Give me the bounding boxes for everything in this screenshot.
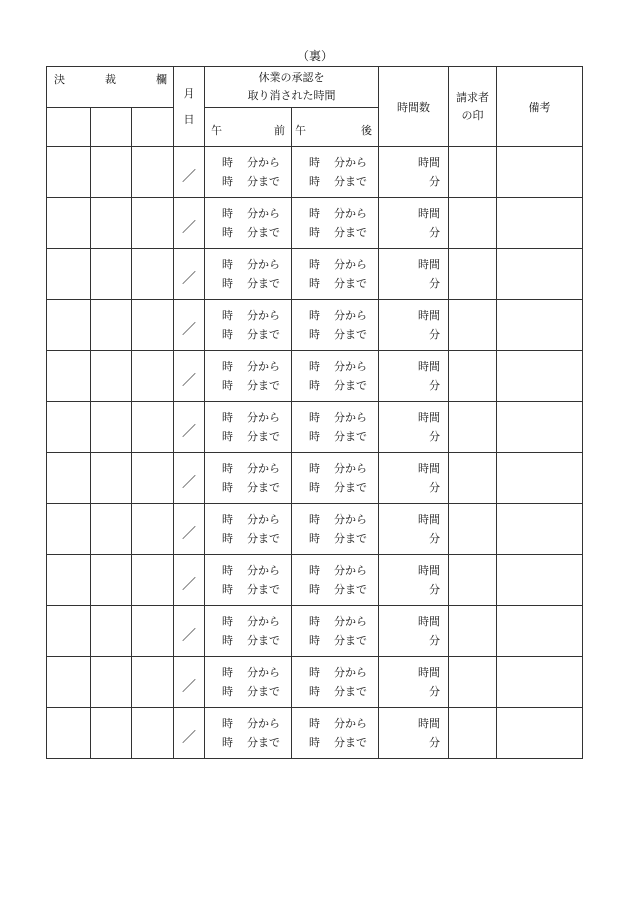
pm-time-cell[interactable] [292,606,379,657]
hour-label: 時 [309,277,320,290]
from-label: 分から [247,156,280,169]
stamp-cell-2[interactable] [91,351,132,402]
hour-label: 時 [309,564,320,577]
from-label: 分から [334,615,367,628]
from-label: 分から [247,309,280,322]
from-label: 分から [334,207,367,220]
am-time-cell[interactable] [205,249,292,300]
minutes-label: 分 [429,226,440,239]
stamp-cell-2[interactable] [91,657,132,708]
until-label: 分まで [334,379,367,392]
stamp-cell-1[interactable] [47,249,91,300]
until-label: 分まで [334,481,367,494]
until-label: 分まで [334,226,367,239]
page-title: （裏） [296,49,333,63]
am-header [205,108,292,147]
seal-cell[interactable] [449,300,497,351]
hour-label: 時 [309,207,320,220]
date-cell[interactable] [174,657,205,708]
hours-cell[interactable] [379,606,449,657]
table-row [47,657,583,708]
stamp-cell-2[interactable] [91,402,132,453]
until-label: 分まで [247,634,280,647]
until-label: 分まで [247,430,280,443]
cancelled-time-line2: 取り消された時間 [247,89,336,102]
hour-label: 時 [222,717,233,730]
minutes-label: 分 [429,379,440,392]
minutes-label: 分 [429,175,440,188]
from-label: 分から [247,513,280,526]
hour-label: 時 [309,685,320,698]
notes-cell[interactable] [497,504,583,555]
hours-label: 時間 [418,156,440,169]
hour-label: 時 [222,564,233,577]
hour-label: 時 [222,411,233,424]
stamp-cell-3[interactable] [132,300,174,351]
hours-label: 時間 [418,666,440,679]
hour-label: 時 [222,226,233,239]
am-char-1: 午 [211,124,222,137]
date-slash: ／ [182,475,196,491]
hour-label: 時 [222,481,233,494]
stamp-cell-2[interactable] [91,198,132,249]
notes-cell[interactable] [497,555,583,606]
hour-label: 時 [222,634,233,647]
am-time-cell[interactable] [205,504,292,555]
stamp-cell-3[interactable] [132,453,174,504]
until-label: 分まで [334,532,367,545]
cancelled-time-line1: 休業の承認を [258,71,325,84]
table-row [47,555,583,606]
stamp-cell-3[interactable] [132,708,174,759]
stamp-cell-2[interactable] [91,555,132,606]
notes-cell[interactable] [497,606,583,657]
notes-cell[interactable] [497,249,583,300]
hour-label: 時 [222,258,233,271]
stamp-cell-2[interactable] [91,300,132,351]
hours-cell[interactable] [379,504,449,555]
hour-label: 時 [309,360,320,373]
seal-line2: の印 [461,108,484,122]
from-label: 分から [334,666,367,679]
minutes-label: 分 [429,481,440,494]
minutes-label: 分 [429,736,440,749]
table-row [47,147,583,198]
stamp-cell-2[interactable] [91,504,132,555]
hour-label: 時 [309,309,320,322]
am-time-cell[interactable] [205,606,292,657]
hour-label: 時 [222,666,233,679]
kessai-char-2: 裁 [105,73,116,86]
until-label: 分まで [334,685,367,698]
date-cell[interactable] [174,402,205,453]
notes-cell[interactable] [497,402,583,453]
notes-cell[interactable] [497,657,583,708]
am-time-cell[interactable] [205,351,292,402]
until-label: 分まで [247,175,280,188]
kessai-char-1: 決 [54,73,65,86]
hours-cell[interactable] [379,147,449,198]
hours-header: 時間数 [379,67,449,147]
until-label: 分まで [334,634,367,647]
stamp-cell-1[interactable] [47,198,91,249]
hours-label: 時間 [418,615,440,628]
am-time-cell[interactable] [205,657,292,708]
am-time-cell[interactable] [205,453,292,504]
hours-label: 時間 [418,564,440,577]
hour-label: 時 [222,328,233,341]
date-slash: ／ [182,373,196,389]
pm-time-cell[interactable] [292,351,379,402]
hours-cell[interactable] [379,249,449,300]
date-cell[interactable] [174,351,205,402]
approval-column-header [47,67,174,108]
hour-label: 時 [309,379,320,392]
notes-cell[interactable] [497,351,583,402]
stamp-cell-1[interactable] [47,555,91,606]
until-label: 分まで [334,175,367,188]
table-row [47,351,583,402]
hour-label: 時 [309,666,320,679]
hour-label: 時 [309,226,320,239]
seal-cell[interactable] [449,402,497,453]
table-row [47,504,583,555]
until-label: 分まで [247,277,280,290]
hour-label: 時 [222,615,233,628]
pm-time-cell[interactable] [292,198,379,249]
from-label: 分から [247,666,280,679]
stamp-cell-3[interactable] [132,657,174,708]
minutes-label: 分 [429,583,440,596]
seal-cell[interactable] [449,606,497,657]
stamp-cell-2[interactable] [91,249,132,300]
approval-stamp-box-1 [47,108,91,147]
pm-char-1: 午 [295,124,306,137]
leave-cancellation-table [46,66,583,759]
table-row [47,606,583,657]
stamp-cell-3[interactable] [132,351,174,402]
notes-cell[interactable] [497,708,583,759]
hours-cell[interactable] [379,555,449,606]
date-cell[interactable] [174,555,205,606]
until-label: 分まで [247,532,280,545]
hour-label: 時 [222,532,233,545]
am-time-cell[interactable] [205,147,292,198]
am-time-cell[interactable] [205,300,292,351]
notes-cell[interactable] [497,300,583,351]
table-row [47,198,583,249]
stamp-cell-3[interactable] [132,147,174,198]
am-time-cell[interactable] [205,402,292,453]
from-label: 分から [247,564,280,577]
hour-label: 時 [222,277,233,290]
hour-label: 時 [222,462,233,475]
until-label: 分まで [247,685,280,698]
notes-cell[interactable] [497,198,583,249]
date-slash: ／ [182,424,196,440]
seal-cell[interactable] [449,198,497,249]
until-label: 分まで [334,430,367,443]
approval-stamp-box-2 [91,108,132,147]
seal-header [449,67,497,147]
stamp-cell-1[interactable] [47,657,91,708]
table-row [47,300,583,351]
stamp-cell-2[interactable] [91,708,132,759]
stamp-cell-1[interactable] [47,453,91,504]
pm-time-cell[interactable] [292,555,379,606]
hours-cell[interactable] [379,453,449,504]
seal-cell[interactable] [449,708,497,759]
pm-time-cell[interactable] [292,708,379,759]
stamp-cell-1[interactable] [47,147,91,198]
pm-time-cell[interactable] [292,249,379,300]
minutes-label: 分 [429,277,440,290]
hour-label: 時 [222,379,233,392]
pm-time-cell[interactable] [292,402,379,453]
from-label: 分から [334,462,367,475]
pm-time-cell[interactable] [292,504,379,555]
seal-cell[interactable] [449,249,497,300]
table-row [47,708,583,759]
until-label: 分まで [247,328,280,341]
pm-time-cell[interactable] [292,300,379,351]
date-cell[interactable] [174,708,205,759]
minutes-label: 分 [429,430,440,443]
hours-label: 時間 [418,717,440,730]
until-label: 分まで [334,328,367,341]
from-label: 分から [247,207,280,220]
approval-stamp-box-3 [132,108,174,147]
hour-label: 時 [222,360,233,373]
am-time-cell[interactable] [205,198,292,249]
date-cell[interactable] [174,147,205,198]
date-slash: ／ [182,577,196,593]
seal-cell[interactable] [449,504,497,555]
from-label: 分から [334,309,367,322]
date-cell[interactable] [174,453,205,504]
from-label: 分から [334,258,367,271]
date-slash: ／ [182,679,196,695]
until-label: 分まで [247,379,280,392]
stamp-cell-2[interactable] [91,606,132,657]
stamp-cell-1[interactable] [47,402,91,453]
pm-time-cell[interactable] [292,657,379,708]
from-label: 分から [247,462,280,475]
hour-label: 時 [222,430,233,443]
hour-label: 時 [222,156,233,169]
hours-cell[interactable] [379,708,449,759]
seal-cell[interactable] [449,351,497,402]
date-slash: ／ [182,526,196,542]
am-time-cell[interactable] [205,555,292,606]
hour-label: 時 [309,175,320,188]
hours-cell[interactable] [379,402,449,453]
kessai-char-3: 欄 [156,73,167,86]
am-time-cell[interactable] [205,708,292,759]
minutes-label: 分 [429,328,440,341]
hour-label: 時 [309,634,320,647]
stamp-cell-3[interactable] [132,402,174,453]
am-char-2: 前 [274,124,285,137]
hour-label: 時 [309,258,320,271]
seal-cell[interactable] [449,657,497,708]
day-label: 日 [183,112,195,126]
hours-cell[interactable] [379,351,449,402]
hours-label: 時間 [418,411,440,424]
stamp-cell-3[interactable] [132,249,174,300]
table-row [47,249,583,300]
hour-label: 時 [222,513,233,526]
hour-label: 時 [309,328,320,341]
pm-time-cell[interactable] [292,453,379,504]
date-slash: ／ [182,271,196,287]
minutes-label: 分 [429,685,440,698]
hours-cell[interactable] [379,657,449,708]
hours-label: 時間 [418,360,440,373]
hours-label: 時間 [418,309,440,322]
pm-char-2: 後 [361,124,372,137]
seal-cell[interactable] [449,555,497,606]
notes-cell[interactable] [497,453,583,504]
from-label: 分から [247,411,280,424]
hour-label: 時 [309,717,320,730]
until-label: 分まで [334,277,367,290]
stamp-cell-1[interactable] [47,708,91,759]
hour-label: 時 [222,175,233,188]
until-label: 分まで [247,226,280,239]
hour-label: 時 [309,481,320,494]
hours-label: 時間 [418,462,440,475]
from-label: 分から [334,156,367,169]
stamp-cell-1[interactable] [47,606,91,657]
hour-label: 時 [309,156,320,169]
table-row [47,402,583,453]
stamp-cell-2[interactable] [91,147,132,198]
hour-label: 時 [309,513,320,526]
hour-label: 時 [309,430,320,443]
date-cell[interactable] [174,606,205,657]
hour-label: 時 [222,207,233,220]
from-label: 分から [247,717,280,730]
stamp-cell-2[interactable] [91,453,132,504]
hour-label: 時 [309,615,320,628]
date-cell[interactable] [174,249,205,300]
date-cell[interactable] [174,198,205,249]
stamp-cell-3[interactable] [132,555,174,606]
stamp-cell-3[interactable] [132,504,174,555]
seal-cell[interactable] [449,147,497,198]
month-day-header [174,67,205,147]
hours-cell[interactable] [379,198,449,249]
seal-cell[interactable] [449,453,497,504]
until-label: 分まで [334,583,367,596]
hour-label: 時 [309,411,320,424]
stamp-cell-1[interactable] [47,351,91,402]
from-label: 分から [247,615,280,628]
stamp-cell-3[interactable] [132,198,174,249]
hour-label: 時 [222,685,233,698]
cancelled-time-header [205,67,379,108]
from-label: 分から [334,564,367,577]
hour-label: 時 [222,583,233,596]
hours-label: 時間 [418,207,440,220]
minutes-label: 分 [429,634,440,647]
stamp-cell-1[interactable] [47,504,91,555]
seal-line1: 請求者 [456,90,489,104]
pm-time-cell[interactable] [292,147,379,198]
from-label: 分から [334,513,367,526]
notes-cell[interactable] [497,147,583,198]
hour-label: 時 [309,736,320,749]
notes-header: 備考 [497,67,583,147]
hour-label: 時 [309,462,320,475]
month-label: 月 [183,86,195,100]
date-slash: ／ [182,322,196,338]
date-cell[interactable] [174,300,205,351]
date-slash: ／ [182,730,196,746]
hour-label: 時 [222,309,233,322]
until-label: 分まで [247,481,280,494]
hours-label: 時間 [418,258,440,271]
hour-label: 時 [222,736,233,749]
hour-label: 時 [309,583,320,596]
from-label: 分から [334,717,367,730]
hours-label: 時間 [418,513,440,526]
date-slash: ／ [182,220,196,236]
date-slash: ／ [182,628,196,644]
from-label: 分から [247,258,280,271]
from-label: 分から [334,411,367,424]
hours-cell[interactable] [379,300,449,351]
stamp-cell-1[interactable] [47,300,91,351]
date-cell[interactable] [174,504,205,555]
pm-header [292,108,379,147]
date-slash: ／ [182,169,196,185]
until-label: 分まで [247,583,280,596]
table-row [47,453,583,504]
stamp-cell-3[interactable] [132,606,174,657]
hour-label: 時 [309,532,320,545]
minutes-label: 分 [429,532,440,545]
from-label: 分から [247,360,280,373]
from-label: 分から [334,360,367,373]
until-label: 分まで [247,736,280,749]
until-label: 分まで [334,736,367,749]
